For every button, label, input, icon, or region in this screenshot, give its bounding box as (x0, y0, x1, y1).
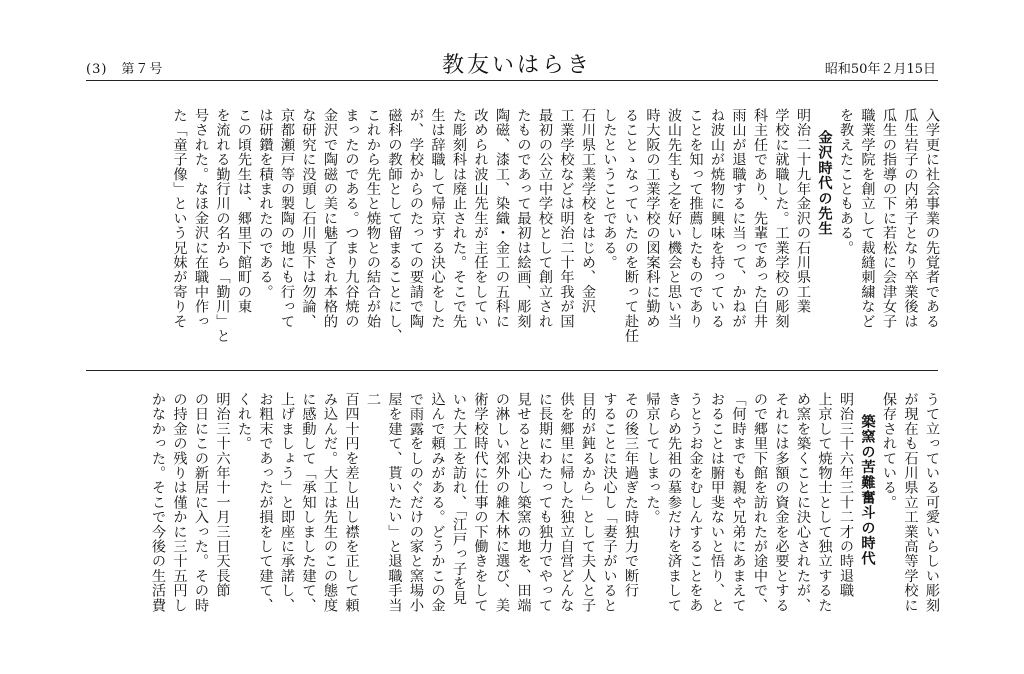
text-line: 上げましょう」と即座に承諾し、 (279, 392, 295, 613)
text-line: 百四十円を差し出し襟を正して頼 (343, 392, 360, 613)
text-line: 雨山が退職するに当って、かねが (730, 108, 747, 329)
text-line: ことを知って推薦したものであり (687, 108, 704, 329)
text-line: 最初の公立中学校として創立され (537, 108, 553, 329)
text-line: み込んだ。大工は先生のこの態度 (322, 392, 338, 613)
text-line: 瓜生の指導の下に若松に会津女子 (881, 108, 897, 329)
text-line: お粗末であったが損をして建て、 (257, 392, 274, 613)
text-line: で雨露をしのぐだけの家と窯場小 (408, 392, 424, 613)
text-line: 上京して焼物士として独立するた (816, 392, 833, 613)
text-line: が現在も石川県立工業高等学校に (902, 392, 919, 613)
text-line: ので郷里下館を訪れたが途中で、 (752, 392, 768, 613)
text-line: は研鑽を積まれたのである。 (257, 108, 274, 300)
text-line: 波山先生も之を好い機会と思い当 (666, 108, 682, 329)
text-line: の日にこの新居に入った。その時 (193, 392, 209, 613)
text-line: 京都瀬戸等の製陶の地にも行って (279, 108, 295, 329)
text-line: まったのである。つまり九谷焼の (343, 108, 360, 329)
text-line: したということである。 (601, 108, 618, 270)
text-line: 生は辞職して帰京する決心をした (429, 108, 446, 329)
section-heading: 築窯の苦難奮斗の時代 (859, 414, 876, 566)
text-line: いた大工を訪れ、「江戸っ子を見 (451, 392, 467, 606)
text-line: 帰京してしまった。 (644, 392, 661, 525)
text-line: 陶磁、漆工、染織・金工の五科に (494, 108, 510, 329)
text-line: うとうお金をむしんすることをあ (687, 392, 704, 613)
text-line: 「何時までも親や兄弟にあまえて (730, 392, 747, 613)
text-line: 号された。なほ金沢に在職中作っ (193, 108, 209, 329)
text-line: に感動して「承知しました建て、 (300, 392, 317, 613)
text-line: め窯を築くことに決心されたが、 (795, 392, 811, 613)
text-line: 込んで頼みがある。どうかこの金 (429, 392, 446, 613)
text-line: の淋しい郊外の雑木林に選び、美 (494, 392, 510, 613)
text-line: 保存されている。 (881, 392, 897, 510)
text-line: ることゝなっていたのを断って赴任 (623, 108, 639, 344)
text-line: 石川県工業学校をはじめ、金沢 (580, 108, 596, 314)
text-line: 明治二十九年金沢の石川県工業 (795, 108, 811, 314)
text-line: た「童子像」という兄妹が寄りそ (171, 108, 188, 329)
text-line: を教えたこともある。 (838, 108, 854, 255)
text-line: 明治三十六年十一月三日天長節 (214, 392, 231, 598)
text-line: それには多額の資金を必要とする (773, 392, 790, 613)
text-line: 改められ波山先生が主任をしてい (472, 108, 489, 329)
article-lower-column (147, 392, 943, 624)
text-line: ね波山が焼物に興味を持っている (709, 108, 725, 329)
text-line: かなかった。そこで今後の生活費 (150, 392, 166, 613)
text-line: 供を郷里に帰した独立自営どんな (558, 392, 575, 613)
text-line: 学校に就職した。工業学校の彫刻 (773, 108, 790, 329)
text-line: 工業学校などは明治二十年我が国 (558, 108, 575, 329)
text-line: くれた。 (236, 392, 252, 451)
text-line: の持金の残りは僅かに三十五円し (171, 392, 188, 613)
article-upper-column (168, 108, 942, 358)
section-divider-rule (86, 370, 938, 371)
text-line: 瓜生岩子の内弟子となり卒業後は (902, 108, 919, 329)
newspaper-header (86, 48, 936, 84)
text-line: 術学校時代に仕事の下働きをして (472, 392, 489, 613)
text-line: 屋を建て、貰いたい」と退職手当二 (365, 392, 403, 613)
text-line: 磁科の教師として留まることにし、 (386, 108, 403, 344)
issue-date: 昭和50年２月15日 (824, 62, 936, 77)
text-line: を流れる勤行川の名から「勤川」と (214, 108, 231, 344)
text-line: その後三年過ぎた時独力で断行 (623, 392, 639, 598)
text-line: 目的が鈍るから」として夫人と子 (580, 392, 596, 613)
text-line: おることは腑甲斐ないと悟り、と (709, 392, 725, 613)
text-line: きらめ先祖の墓参だけを済まして (666, 392, 682, 613)
text-line: うて立っている可愛いらしい彫刻 (924, 392, 940, 613)
section-heading: 金沢時代の先生 (816, 130, 833, 237)
text-line: 時大阪の工業学校の図案科に勤め (644, 108, 661, 329)
text-line: な研究に没頭し石川県下は勿論、 (300, 108, 317, 329)
text-line: 明治三十六年三十二才の時退職 (838, 392, 854, 598)
page-issue-label: (3) 第７号 (86, 62, 164, 77)
text-line: たものであって最初は絵画、彫刻 (515, 108, 532, 329)
text-line: た彫刻科は廃止された。そこで先 (451, 108, 467, 329)
text-line: に長期にわたっても独力でやって (537, 392, 553, 613)
text-line: これから先生と焼物との結合が始 (365, 108, 381, 329)
text-line: 科主任であり、先輩であった白井 (752, 108, 768, 329)
newspaper-title: 教友いはらき (442, 53, 593, 78)
text-line: が、学校からのたっての要請で陶 (408, 108, 424, 329)
text-line: 入学更に社会事業の先覚者である (924, 108, 940, 329)
text-line: この頃先生は、郷里下館町の東 (236, 108, 252, 314)
text-line: 見せると決心し築窯の地を、田端 (515, 392, 532, 613)
text-line: することに決心し「妻子がいると (601, 392, 618, 613)
text-line: 金沢で陶磁の美に魅了され本格的 (322, 108, 338, 329)
text-line: 職業学院を創立して裁縫刺繍など (859, 108, 876, 329)
header-rule (86, 80, 938, 81)
